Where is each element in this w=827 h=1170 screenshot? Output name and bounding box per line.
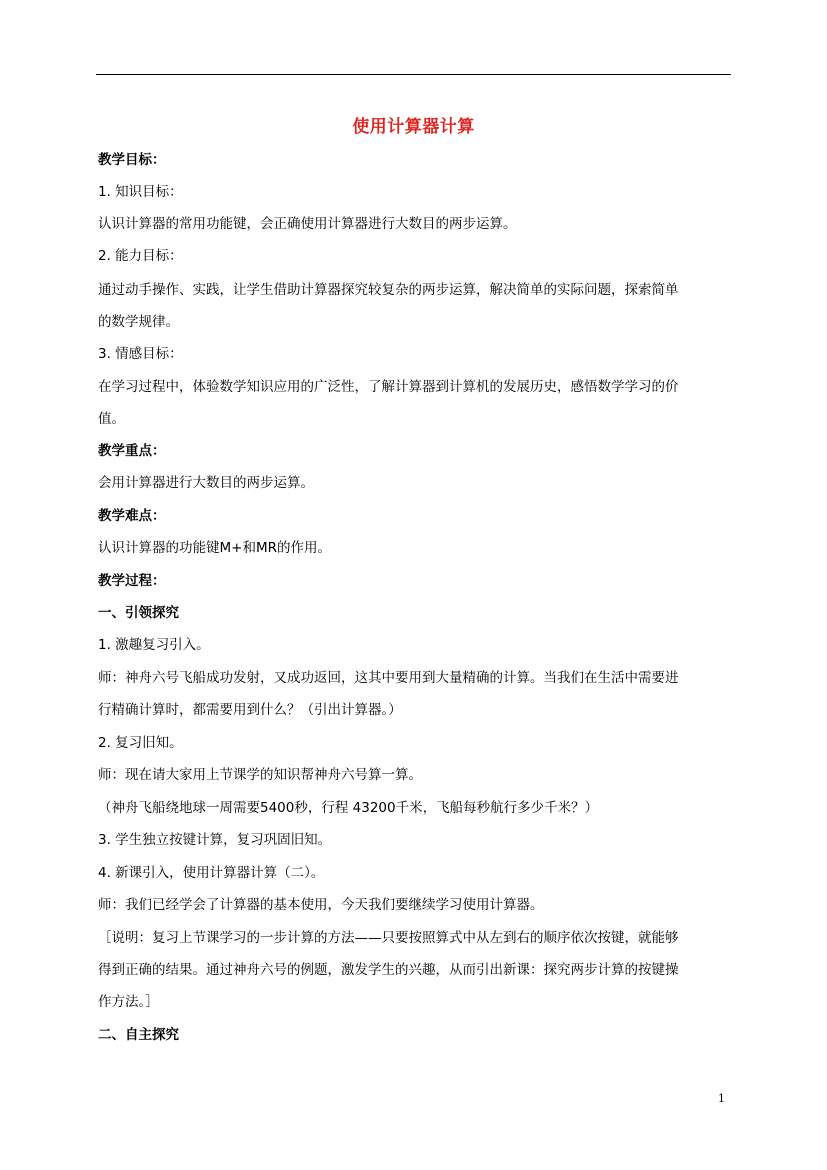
paragraph: 认识计算器的常用功能键，会正确使用计算器进行大数目的两步运算。 (98, 216, 517, 232)
paragraph: 4. 新课引入，使用计算器计算（二）。 (98, 865, 325, 881)
paragraph: 师：现在请大家用上节课学的知识帮神舟六号算一算。 (98, 767, 422, 783)
paragraph: 师：神舟六号飞船成功发射，又成功返回，这其中要用到大量精确的计算。当我们在生活中需要进 (98, 670, 679, 686)
section-heading-key-points: 教学重点： (98, 443, 166, 459)
paragraph: 3. 学生独立按键计算，复习巩固旧知。 (98, 832, 332, 848)
paragraph: 作方法。］ (98, 994, 159, 1010)
paragraph: （神舟飞船绕地球一周需要5400秒，行程 43200千米，飞船每秒航行多少千米？） (98, 800, 599, 816)
document-title: 使用计算器计算 (352, 117, 475, 137)
paragraph: 的数学规律。 (98, 314, 179, 330)
paragraph: 值。 (98, 411, 125, 427)
header-rule (96, 74, 731, 75)
paragraph: 师：我们已经学会了计算器的基本使用，今天我们要继续学习使用计算器。 (98, 897, 544, 913)
page-number: 1 (718, 1092, 725, 1105)
paragraph: 认识计算器的功能键M+和MR的作用。 (98, 540, 331, 556)
paragraph: 通过动手操作、实践，让学生借助计算器探究较复杂的两步运算，解决简单的实际问题，探索简单 (98, 282, 679, 298)
paragraph: 2. 能力目标： (98, 248, 183, 264)
subsection-heading-1: 一、引领探究 (98, 605, 179, 621)
section-heading-difficulties: 教学难点： (98, 508, 166, 524)
section-heading-objectives: 教学目标： (98, 152, 166, 168)
paragraph: 会用计算器进行大数目的两步运算。 (98, 475, 314, 491)
paragraph: 1. 激趣复习引入。 (98, 637, 210, 653)
paragraph: 1. 知识目标： (98, 184, 183, 200)
paragraph: 在学习过程中，体验数学知识应用的广泛性，了解计算器到计算机的发展历史，感悟数学学习的价 (98, 379, 679, 395)
section-heading-process: 教学过程： (98, 573, 166, 589)
paragraph: 2. 复习旧知。 (98, 735, 183, 751)
paragraph: 得到正确的结果。通过神舟六号的例题，激发学生的兴趣，从而引出新课：探究两步计算的按键操 (98, 962, 679, 978)
subsection-heading-2: 二、自主探究 (98, 1027, 179, 1043)
paragraph: ［说明：复习上节课学习的一步计算的方法——只要按照算式中从左到右的顺序依次按键，就能够 (98, 930, 679, 946)
paragraph: 3. 情感目标： (98, 346, 183, 362)
paragraph: 行精确计算时，都需要用到什么？（引出计算器。） (98, 702, 402, 718)
